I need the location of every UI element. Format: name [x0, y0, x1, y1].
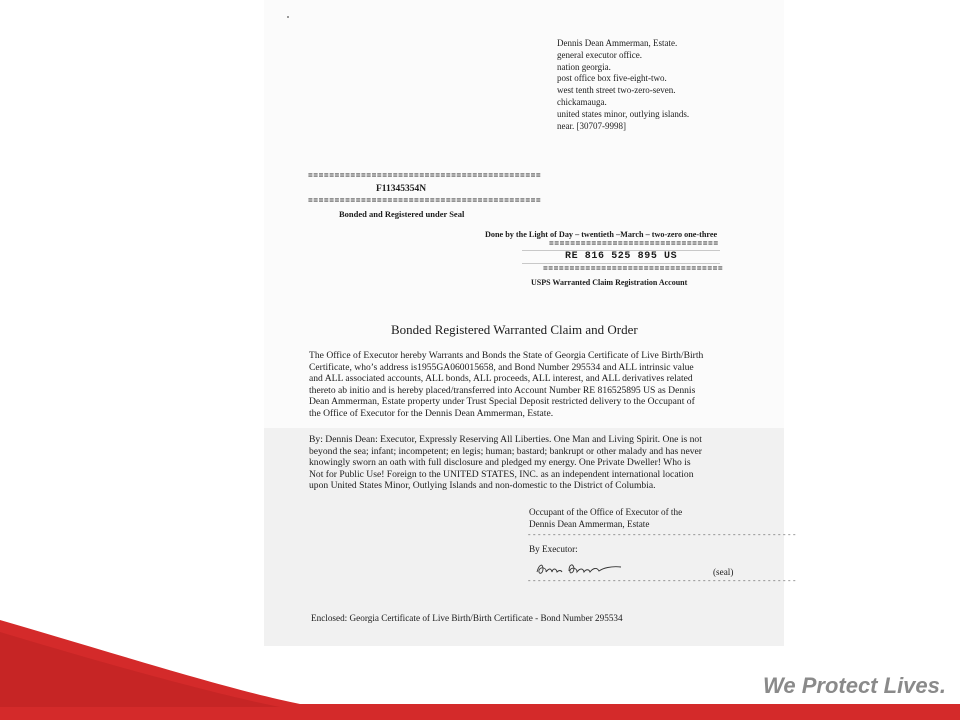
- separator-line: ------------------------------------------------------: [527, 532, 798, 540]
- address-line: united states minor, outlying islands.: [557, 108, 690, 119]
- by-executor-label: By Executor:: [529, 544, 578, 554]
- registration-caption: USPS Warranted Claim Registration Account: [531, 278, 688, 287]
- separator-line: ============================================: [308, 172, 542, 181]
- address-line: west tenth street two-zero-seven.: [557, 85, 676, 96]
- seal-label: (seal): [713, 567, 734, 577]
- separator-line: ==================================: [543, 265, 724, 274]
- paragraph-line: beyond the sea; infant; incompetent; en legis; human; bastard; bankrupt or other malady and has never: [309, 445, 702, 457]
- company-tagline: We Protect Lives.: [763, 673, 946, 698]
- paragraph-line: Not for Public Use! Foreign to the UNITED STATES, INC. as an independent international location: [309, 468, 694, 480]
- bond-caption: Bonded and Registered under Seal: [339, 209, 465, 219]
- occupant-line: Occupant of the Office of Executor of the: [529, 507, 683, 517]
- address-line: Dennis Dean Ammerman, Estate.: [557, 38, 678, 48]
- done-line: Done by the Light of Day – twentieth –March – two-zero one-three: [485, 230, 718, 239]
- address-line: near. [30707-9998]: [557, 120, 626, 131]
- registration-number: RE 816 525 895 US: [565, 251, 678, 262]
- enclosed-note: Enclosed: Georgia Certificate of Live Birth/Birth Certificate - Bond Number 295534: [311, 613, 623, 623]
- paragraph-line: knowingly sworn an oath with full disclosure and pledged my energy. One Private Dweller! Who is: [309, 457, 691, 469]
- separator-line: ============================================: [308, 197, 542, 206]
- bond-number: F11345354N: [376, 184, 427, 194]
- paragraph-line: Dean Ammerman, Estate property under Trust Special Deposit restricted delivery to the Occupant of: [309, 396, 695, 408]
- paragraph-line: The Office of Executor hereby Warrants and Bonds the State of Georgia Certificate of Live Birth/Birth: [309, 350, 704, 361]
- paragraph-line: upon United States Minor, Outlying Islands and non-domestic to the District of Columbia.: [309, 480, 656, 492]
- separator-line: ================================: [549, 240, 719, 249]
- paragraph-line: thereto ab initio and is hereby placed/transferred into Account Number RE 816525895 US as Dennis: [309, 384, 696, 396]
- paragraph-line: By: Dennis Dean: Executor, Expressly Reserving All Liberties. One Man and Living Spirit. One is not: [309, 434, 702, 445]
- address-line: general executor office.: [557, 49, 643, 60]
- document-title: Bonded Registered Warranted Claim and Order: [391, 322, 638, 337]
- separator-line: ------------------------------------------------------: [527, 578, 798, 586]
- paragraph-line: and ALL associated accounts, ALL bonds, ALL proceeds, ALL interest, and ALL derivatives related: [309, 373, 693, 385]
- paragraph-line: Certificate, who’s address is1955GA060015658, and Bond Number 295534 and ALL intrinsic value: [309, 361, 694, 373]
- occupant-line: Dennis Dean Ammerman, Estate: [529, 518, 650, 529]
- address-line: nation georgia.: [557, 61, 611, 72]
- address-line: chickamauga.: [557, 96, 607, 107]
- paragraph-line: the Office of Executor for the Dennis Dean Ammerman, Estate.: [309, 407, 554, 419]
- address-line: post office box five-eight-two.: [557, 73, 667, 84]
